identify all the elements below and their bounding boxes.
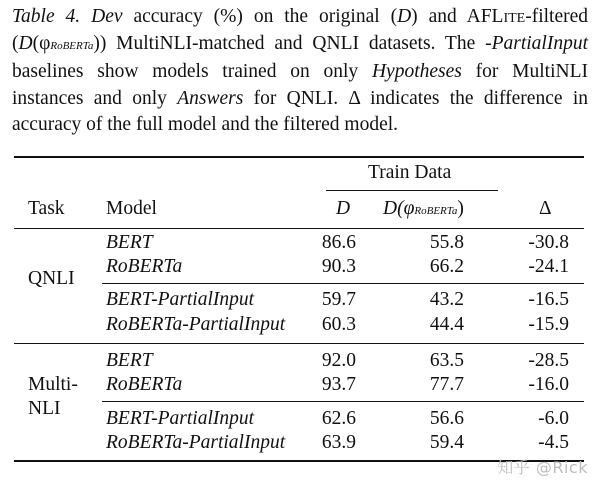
train-data-header: Train Data: [368, 162, 452, 183]
df-header-prefix: D(φ: [383, 198, 415, 219]
caption-answers: Answers: [177, 87, 244, 109]
table-row-model: BERT-PartialInput: [106, 408, 255, 429]
table-cell-df: 59.4: [429, 432, 464, 453]
table-cell-delta: -15.9: [528, 314, 569, 335]
top-rule: [14, 156, 584, 158]
table-row-model: RoBERTa-PartialInput: [106, 314, 286, 335]
caption-d1: D: [397, 6, 412, 27]
table-cell-delta: -28.5: [528, 350, 569, 371]
watermark: 知乎 @Rick: [497, 458, 588, 477]
table-cell-df: 77.7: [429, 374, 464, 395]
table-row-model: BERT-PartialInput: [106, 289, 255, 310]
task-multinli-line2: NLI: [28, 398, 61, 419]
table-cell-delta: -6.0: [538, 408, 569, 429]
table-row-model: BERT: [106, 350, 153, 371]
model-header: Model: [106, 198, 157, 219]
qnli-partial-rule: [102, 283, 584, 284]
task-qnli: QNLI: [28, 268, 75, 289]
table-cell-d: 63.9: [321, 432, 356, 453]
df-header-sub: RoBERTa: [414, 205, 458, 217]
table-cell-d: 60.3: [321, 314, 356, 335]
caption-text-7: for QNLI. Δ indicates the difference in accuracy of the full model and the filtered model.: [12, 87, 588, 135]
table-row-model: RoBERTa: [106, 374, 183, 395]
table-cell-df: 56.6: [429, 408, 464, 429]
caption-aflite-caps: ite: [503, 6, 526, 27]
caption-text-4: )) MultiNLI-matched and QNLI datasets. The: [93, 32, 486, 54]
header-rule: [14, 228, 584, 229]
caption-roberta-sub: RoBERTa: [50, 39, 94, 52]
table-cell-df: 44.4: [429, 314, 464, 335]
caption-hypotheses: Hypotheses: [371, 61, 462, 82]
table-cell-d: 62.6: [321, 408, 356, 429]
task-header: Task: [28, 198, 65, 219]
table-cell-delta: -16.0: [528, 374, 569, 395]
table-cell-d: 59.7: [321, 289, 356, 310]
caption-text-6: for MultiNLI instances and only: [12, 61, 588, 109]
caption-label: Table 4.: [12, 6, 81, 27]
caption-aflite-prefix: AFL: [466, 6, 504, 27]
table-cell-df: 55.8: [429, 232, 464, 253]
table-cell-d: 93.7: [321, 374, 356, 395]
df-header: [383, 198, 464, 222]
table-cell-delta: -24.1: [528, 256, 569, 277]
table-row-model: BERT: [106, 232, 153, 253]
table-cell-delta: -30.8: [528, 232, 569, 253]
table-cell-delta: -16.5: [528, 289, 569, 310]
caption-phi: (φ: [32, 32, 51, 54]
table-row-model: RoBERTa: [106, 256, 183, 277]
group-rule: [14, 343, 584, 344]
caption-d2: D: [18, 32, 33, 54]
table-cell-d: 92.0: [321, 350, 356, 371]
table-cell-d: 86.6: [321, 232, 356, 253]
caption-text-3: -filtered (: [12, 6, 589, 54]
train-data-underline: [326, 190, 498, 191]
caption-text-1: accuracy (%) on the original (: [122, 6, 398, 27]
table-cell-delta: -4.5: [538, 432, 569, 453]
caption-partial: -PartialInput: [485, 32, 588, 54]
table-cell-df: 43.2: [429, 289, 464, 310]
caption-dev: Dev: [91, 6, 123, 27]
table-row-model: RoBERTa-PartialInput: [106, 432, 286, 453]
multinli-partial-rule: [102, 401, 584, 402]
delta-header: Δ: [539, 198, 552, 219]
caption-text-5: baselines show models trained on only: [12, 61, 372, 82]
df-header-suffix: ): [457, 198, 464, 219]
task-multinli-line1: Multi-: [28, 374, 78, 395]
table-cell-d: 90.3: [321, 256, 356, 277]
table-caption: [12, 4, 588, 139]
d-header: D: [336, 198, 351, 219]
table-cell-df: 66.2: [429, 256, 464, 277]
caption-text-2: ) and: [411, 6, 467, 27]
table-cell-df: 63.5: [429, 350, 464, 371]
